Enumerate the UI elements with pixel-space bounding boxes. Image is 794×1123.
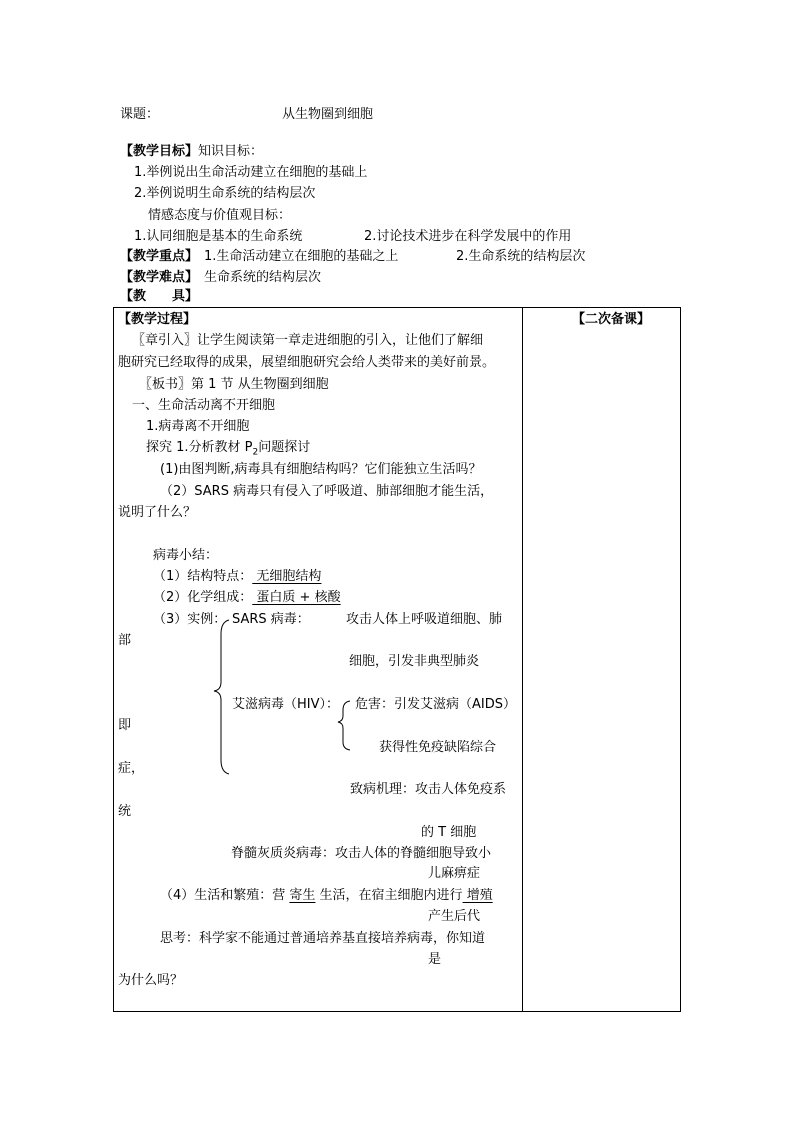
think-line-2: 是 <box>428 952 442 967</box>
knowledge-goal-2: 2.举例说明生命系统的结构层次 <box>134 186 316 201</box>
key-point-1: 1.生命活动建立在细胞的基础之上 <box>204 249 399 264</box>
polio-line-1: 脊髓灰质炎病毒：攻击人体的脊髓细胞导致小 <box>231 846 492 861</box>
hiv-brace <box>338 701 350 750</box>
sars-desc-2: 细胞，引发非典型肺炎 <box>349 654 480 669</box>
objectives-tag: 【教学目标】 <box>120 144 199 159</box>
composition-label: （2）化学组成： <box>153 590 253 605</box>
chapter-intro-line1: 〖章引入〗让学生阅读第一章走进细胞的引入，让他们了解细 <box>132 333 484 348</box>
emotion-label: 情感态度与价值观目标： <box>148 208 292 223</box>
sars-desc-1: 攻击人体上呼吸道细胞、肺 <box>346 612 503 627</box>
composition-protein: 蛋白质 <box>252 590 300 605</box>
emotion-goal-1: 1.认同细胞是基本的生命系统 <box>134 229 303 244</box>
section-heading: 一、生命活动离不开细胞 <box>132 398 276 413</box>
explore-text-2: 问题探讨 <box>258 440 311 455</box>
difficulty-text: 生命系统的结构层次 <box>204 270 322 285</box>
board-heading: 〖板书〗第 1 节 从生物圈到细胞 <box>139 377 329 392</box>
hiv-virus: 艾滋病毒（HIV）： <box>232 697 340 712</box>
title-label: 课题： <box>120 107 160 122</box>
structure-label: （1）结构特点： <box>153 569 253 584</box>
wrap-bu: 部 <box>118 633 132 648</box>
think-line-3: 为什么吗？ <box>118 973 184 988</box>
chapter-intro-line2: 胞研究已经取得的成果，展望细胞研究会给人类带来的美好前景。 <box>118 355 496 370</box>
hiv-harm: 危害：引发艾滋病（AIDS） <box>355 697 516 712</box>
question-2-line1: （2）SARS 病毒只有侵入了呼吸道、肺部细胞才能生活， <box>160 484 494 499</box>
knowledge-label: 知识目标： <box>198 144 264 159</box>
explore-text: 探究 1.分析教材 P <box>146 440 253 455</box>
emotion-goal-2: 2.讨论技术进步在科学发展中的作用 <box>364 229 572 244</box>
life-host: 生活，在宿主细胞内进行 <box>315 888 463 903</box>
virus-summary-label: 病毒小结： <box>153 548 219 563</box>
lesson-title: 从生物圈到细胞 <box>282 107 374 122</box>
examples-brace <box>214 620 229 774</box>
life-parasitic: 寄生 <box>289 888 316 903</box>
composition-plus: + <box>299 590 311 605</box>
structure-value: 无细胞结构 <box>252 569 322 584</box>
polio-line-2: 儿麻痹症 <box>428 866 481 881</box>
tools-tag: 【教 具】 <box>120 289 199 304</box>
question-2-line2: 说明了什么？ <box>118 505 197 520</box>
life-offspring: 产生后代 <box>428 909 481 924</box>
sars-virus: SARS 病毒： <box>232 612 310 627</box>
explore-page-sub: 2 <box>252 447 259 458</box>
wrap-tong: 统 <box>118 804 132 819</box>
process-tag: 【教学过程】 <box>118 312 197 327</box>
hiv-mechanism: 致病机理：攻击人体免疫系 <box>350 782 507 797</box>
key-point-2: 2.生命系统的结构层次 <box>456 249 586 264</box>
examples-label: （3）实例： <box>153 612 227 627</box>
wrap-ji: 即 <box>118 718 132 733</box>
key-points-tag: 【教学重点】 <box>120 249 199 264</box>
difficulty-tag: 【教学难点】 <box>120 270 199 285</box>
composition-nucleic: 核酸 <box>310 590 341 605</box>
t-cell: 的 T 细胞 <box>421 825 477 840</box>
knowledge-goal-1: 1.举例说出生命活动建立在细胞的基础上 <box>134 165 368 180</box>
subsection-heading: 1.病毒离不开细胞 <box>146 419 250 434</box>
wrap-zheng: 症， <box>118 761 145 776</box>
question-1: (1)由图判断,病毒具有细胞结构吗？它们能独立生活吗？ <box>160 462 482 477</box>
life-label: （4）生活和繁殖：营 <box>160 888 290 903</box>
aids-full-name: 获得性免疫缺陷综合 <box>379 740 497 755</box>
think-line-1: 思考：科学家不能通过普通培养基直接培养病毒，你知道 <box>160 931 486 946</box>
life-proliferation: 增殖 <box>462 888 493 903</box>
side-notes-tag: 【二次备课】 <box>572 312 651 327</box>
